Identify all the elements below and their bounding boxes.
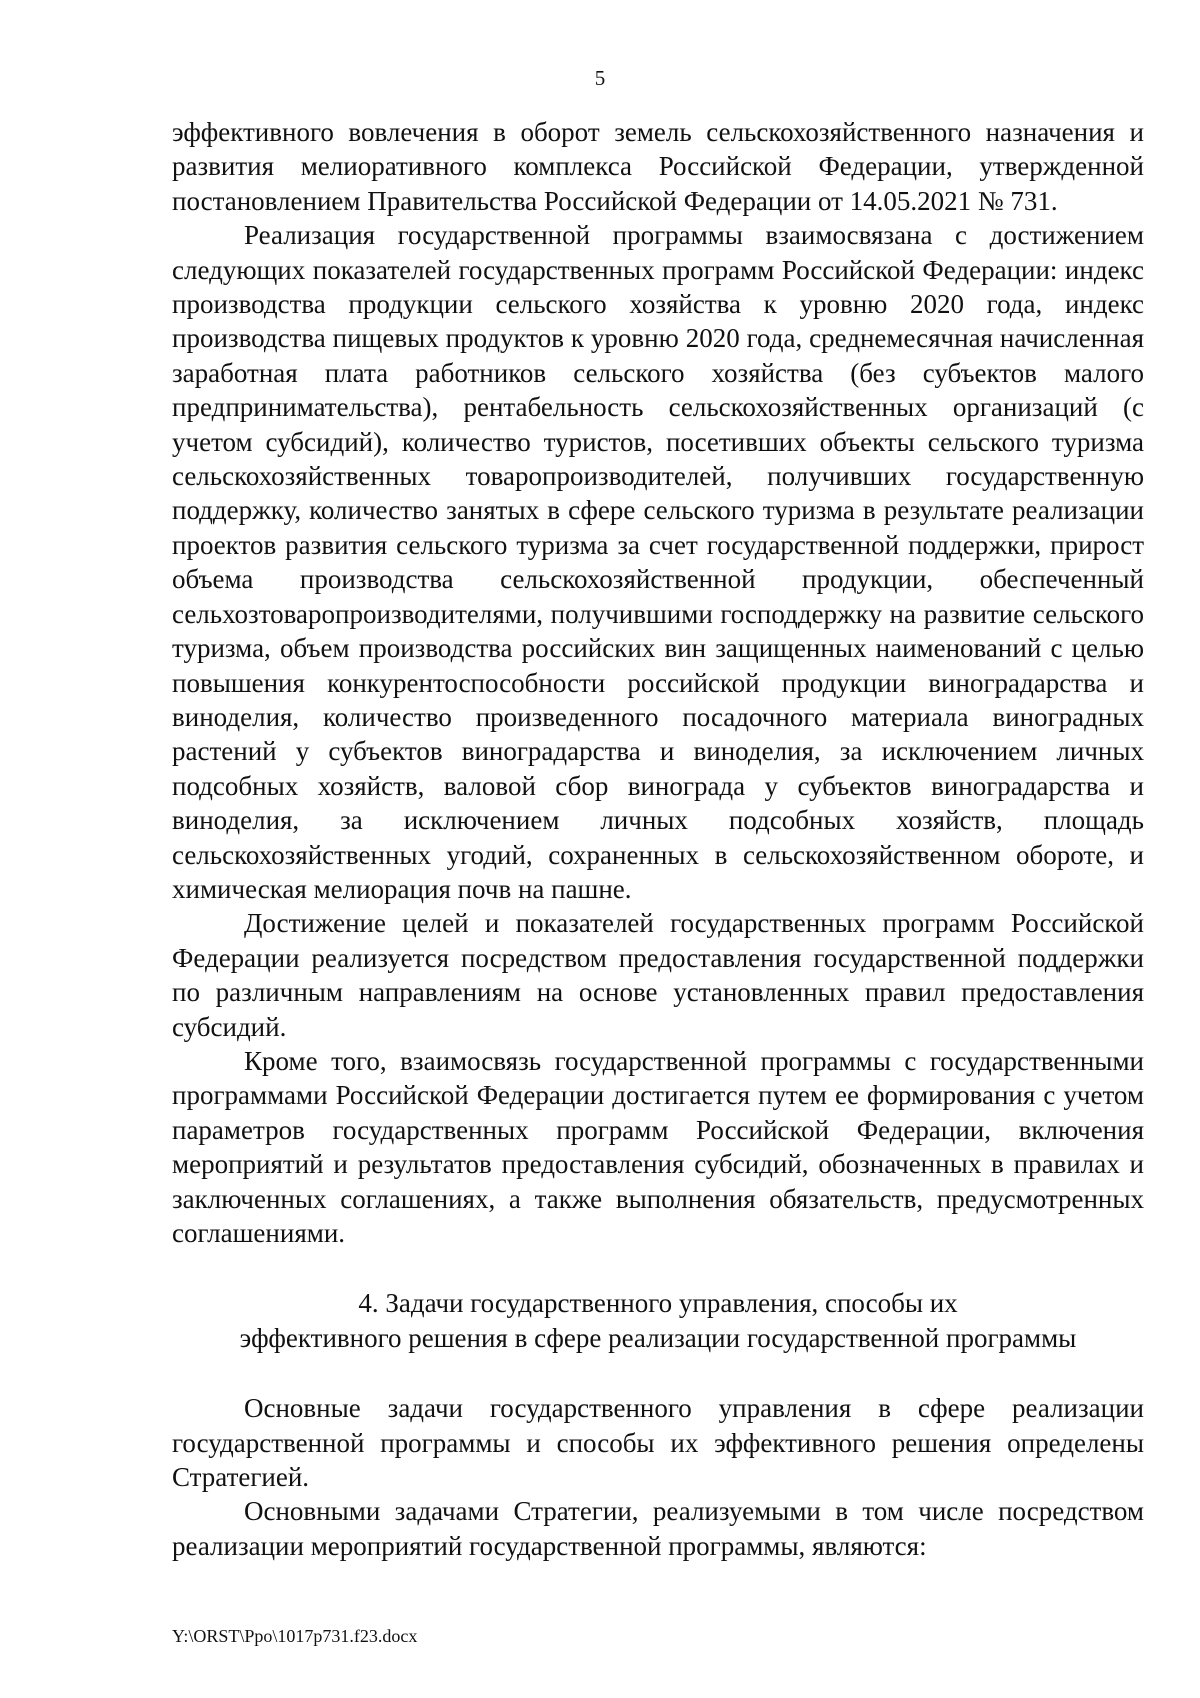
section-heading-line-1: 4. Задачи государственного управления, способы их (358, 1288, 958, 1319)
paragraph-main-tasks: Основные задачи государственного управления в сфере реализации государственной программы и способы их эффективного решения определены Стратегией. (172, 1393, 1144, 1493)
paragraph-interrelation: Кроме того, взаимосвязь государственной программы с государственными программами Российской Федерации достигается путем ее формирования с учетом параметров государственных программ Российской Федерации, включения мероприятий и результатов предоставления субсидий, обозначенных в правилах и заключенных соглашениях, а также выполнения обязательств, предусмотренных соглашениями. (172, 1045, 1144, 1248)
paragraph-indicators: Реализация государственной программы взаимосвязана с достижением следующих показателей государственных программ Российской Федерации: индекс производства продукции сельского хозяйства к уровню 2020 года, индекс производства пищевых продуктов к уровню 2020 года, среднемесячная начисленная заработная плата работников сельского хозяйства (без субъектов малого предпринимательства), рентабельность сельскохозяйственных организаций (с учетом субсидий), количество туристов, посетивших объекты сельского туризма сельскохозяйственных товаропроизводителей, получивших государственную поддержку, количество занятых в сфере сельского туризма в результате реализации проектов развития сельского туризма за счет государственной поддержки, прирост объема производства сельскохозяйственной продукции, обеспеченный сельхозтоваропроизводителями, получившими господдержку на развитие сельского туризма, объем производства российских вин защищенных наименований с целью повышения конкурентоспособности российской продукции виноградарства и виноделия, количество произведенного посадочного материала виноградных растений у субъектов виноградарства и виноделия, за исключением личных подсобных хозяйств, валовой сбор винограда у субъектов виноградарства и виноделия, за исключением личных подсобных хозяйств, площадь сельскохозяйственных угодий, сохраненных в сельскохозяйственном обороте, и химическая мелиорация почв на пашне. (172, 220, 1144, 904)
section-heading-line-2: эффективного решения в сфере реализации государственной программы (239, 1322, 1077, 1353)
document-body (172, 115, 1144, 1563)
paragraph-strategy-tasks: Основными задачами Стратегии, реализуемыми в том числе посредством реализации мероприятий государственной программы, являются: (172, 1496, 1144, 1561)
footer-file-path: Y:\ORST\Ppo\1017p731.f23.docx (172, 1626, 418, 1646)
section-heading (172, 1286, 1144, 1355)
paragraph-achievement: Достижение целей и показателей государственных программ Российской Федерации реализуется посредством предоставления государственной поддержки по различным направлениям на основе установленных правил предоставления субсидий. (172, 908, 1144, 1042)
page-number: 5 (594, 66, 606, 90)
paragraph-continuation: эффективного вовлечения в оборот земель сельскохозяйственного назначения и развития мелиоративного комплекса Российской Федерации, утвержденной постановлением Правительства Российской Федерации от 14.05.2021 № 731. (172, 117, 1144, 216)
